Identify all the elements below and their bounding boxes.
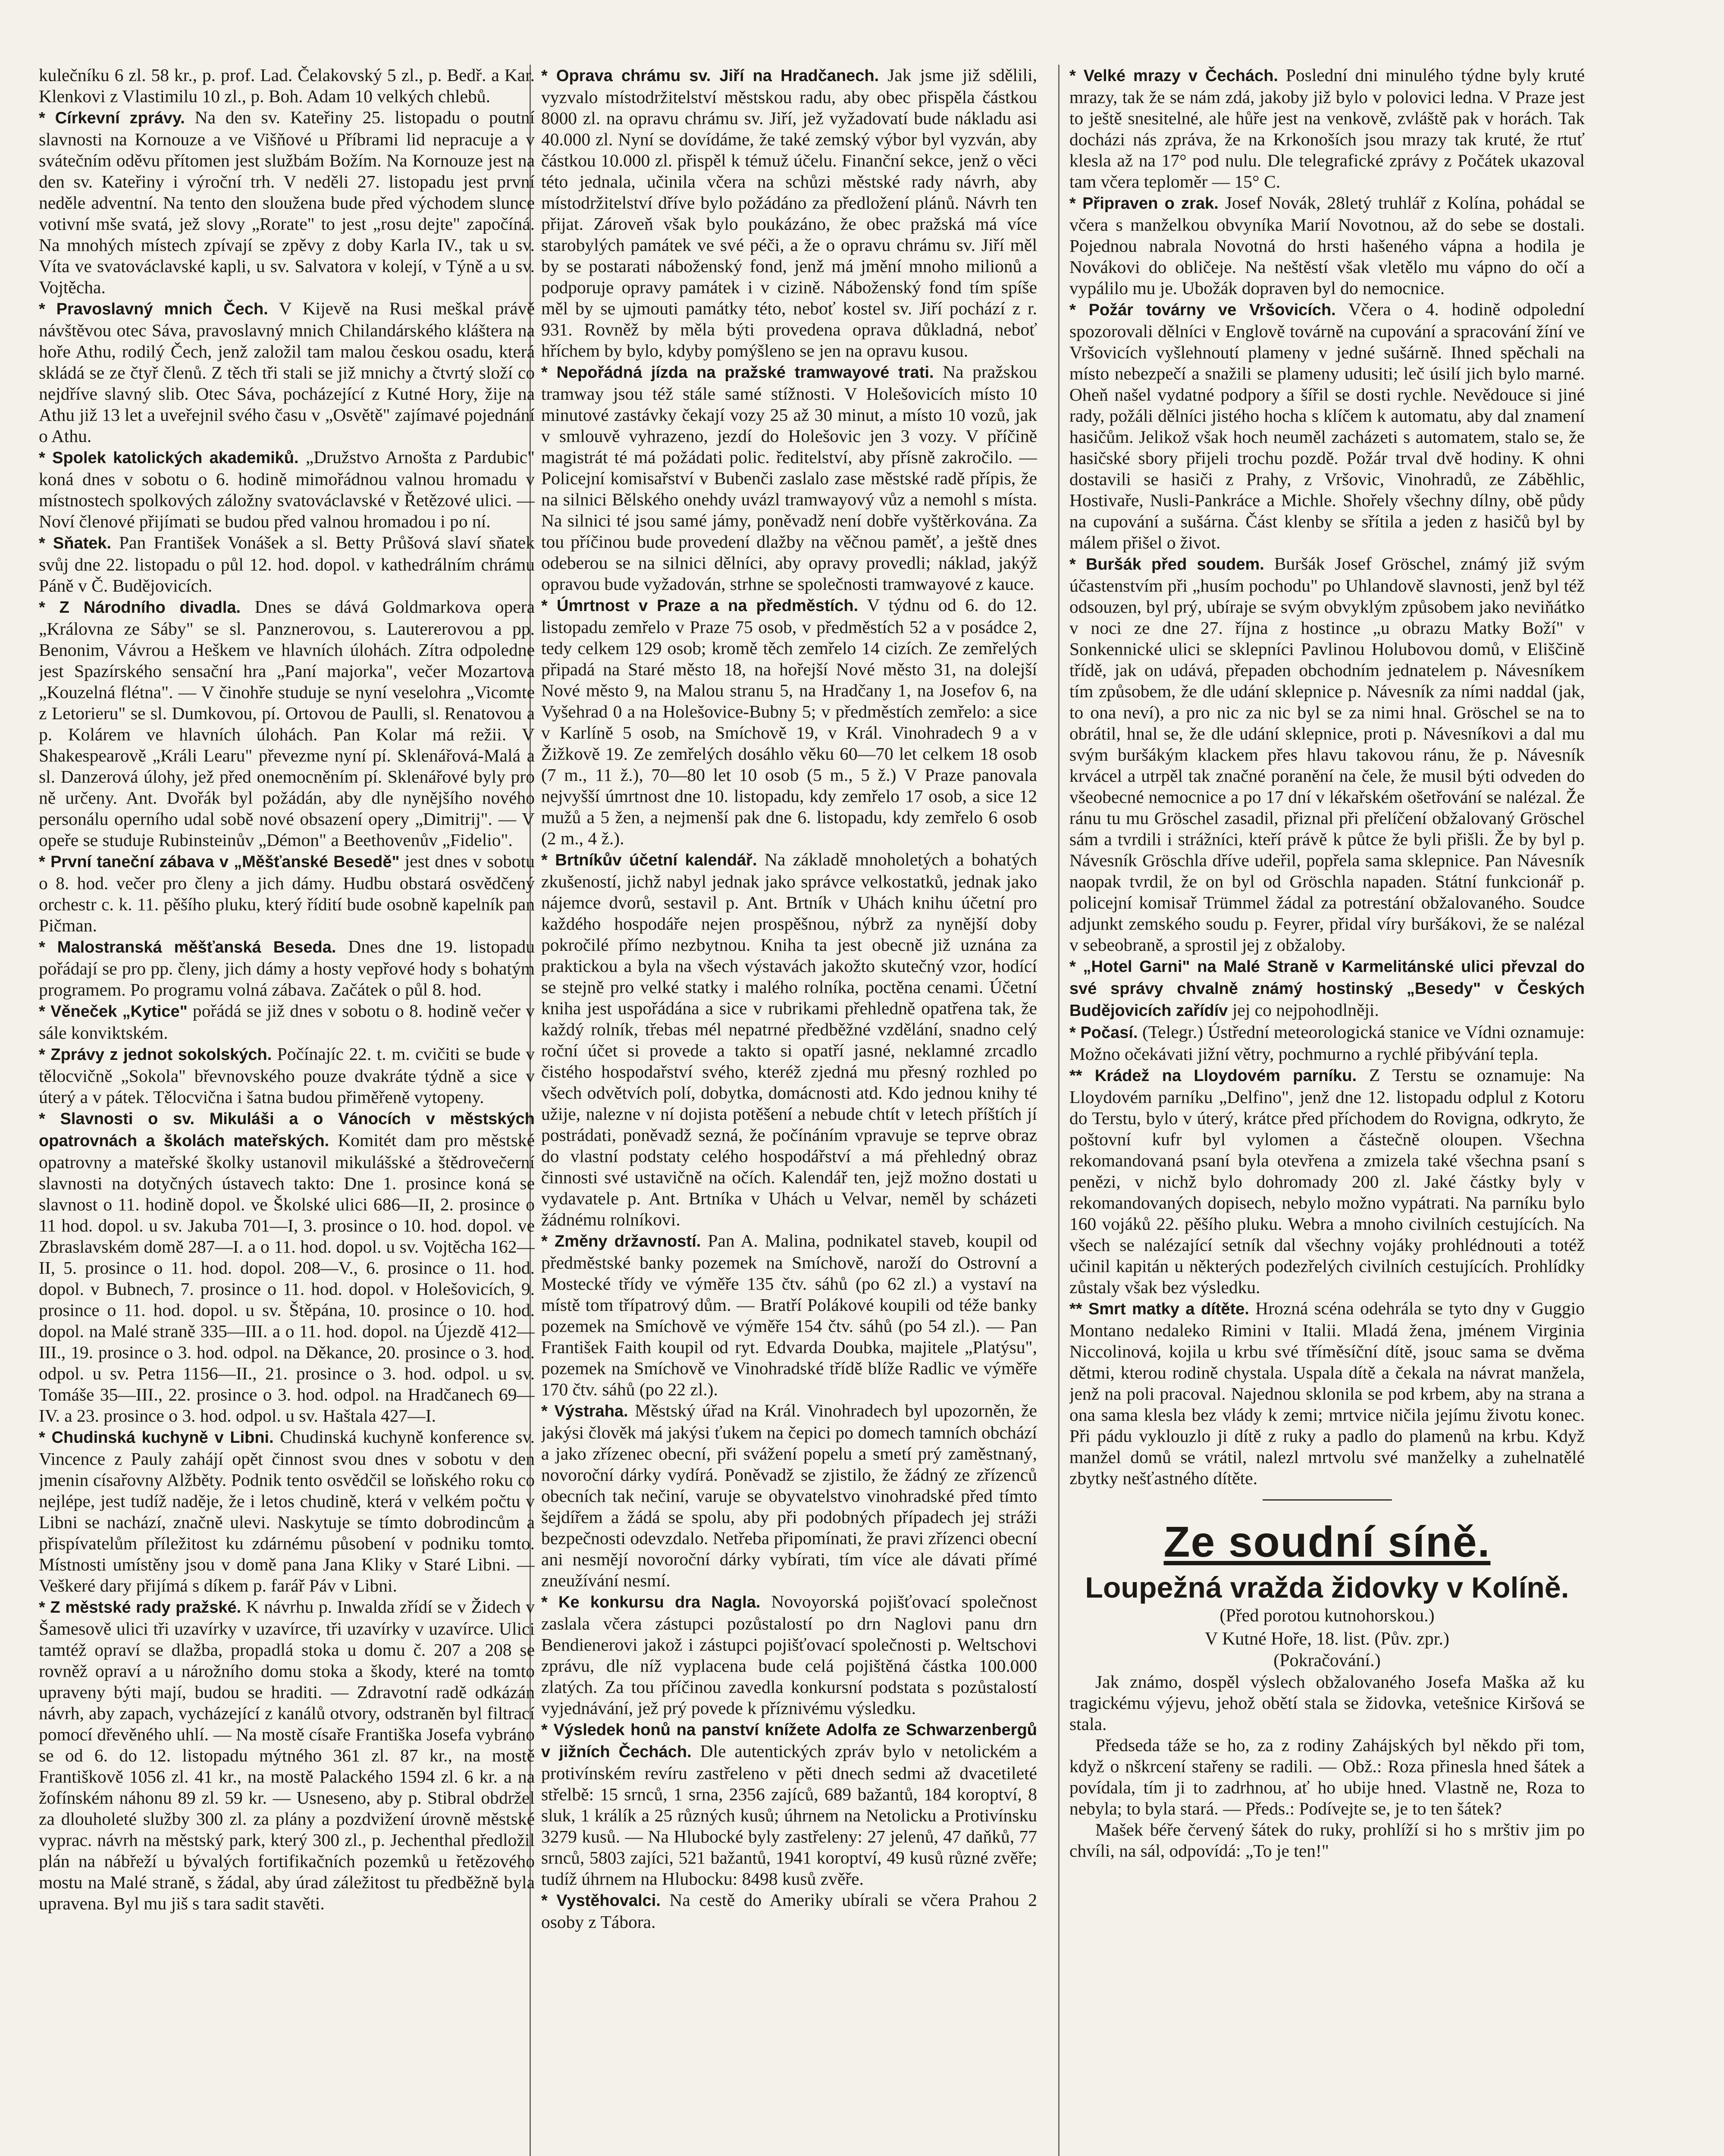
news-item [541,1400,1037,1591]
news-item [39,447,535,532]
news-item-text: kulečníku 6 zl. 58 kr., p. prof. Lad. Čelakovský 5 zl., p. Bedř. a Kar. Klenkovi z Vlastimilu 10 zl., p. Boh. Adam 10 velkých chlebů. [39,65,535,106]
news-item [39,936,535,1000]
news-item [39,1044,535,1108]
news-item-heading: * Slavnosti o sv. Mikuláši a o Vánocích v městských opatrovnách a školách mateřských. [39,1110,535,1150]
news-item-heading: * Ke konkursu dra Nagla. [541,1593,761,1611]
news-item-text: V Kijevě na Rusi meškal právě návštěvou otec Sáva, pravoslavný mnich Chilandárského kláštera na hoře Athu, rodilý Čech, jenž založil tam malou českou osadu, která skládá se ze čtyř členů. Z těch tři stali se již mnichy a čtvrtý složí co nejdříve slavný slib. Otec Sáva, pocházející z Kutné Hory, žije na Athu již 13 let a uveřejnil svého času v „Osvětě" zajímavé pojednání o Athu. [39,298,535,446]
news-item [39,1108,535,1426]
news-item-heading: * Věneček „Kytice" [39,1003,188,1021]
news-item-heading: * Zprávy z jednot sokolských. [39,1046,272,1064]
news-item-heading: * Oprava chrámu sv. Jiří na Hradčanech. [541,67,879,85]
news-item [1069,1022,1585,1065]
news-item-heading: * Brtníkův účetní kalendář. [541,851,757,869]
news-item [541,65,1037,361]
news-item [39,1596,535,1914]
news-item-text: pořádá se již dnes v sobotu o 8. hodině večer v sále konviktském. [39,1001,535,1043]
news-item [39,1000,535,1044]
news-item [541,361,1037,595]
court-paragraph: Předseda táže se ho, za z rodiny Zahájských byl někdo při tom, když o nškrcení stařeny se radili. — Obž.: Roza přinesla hned šátek a povídala, tím ji to zadrhnou, ať ho ubije hned. Vlastně ne, Roza to nebyla; to byla stará. — Předs.: Podívejte se, je to ten šátek? [1069,1735,1585,1818]
news-item-text: Dnes dne 19. listopadu pořádají se pro pp. členy, jich dámy a hosty vepřové hody s bohatým programem. Po programu volná zábava. Začátek o půl 8. hod. [39,937,535,1000]
news-item [39,65,535,107]
news-item-text: Na pražskou tramway jsou též stále samé stížnosti. V Holešovicích místo 10 minutové zastávky čekají vozy 25 až 30 minut, a místo 10 vozů, jak v smlouvě vyhrazeno, jezdí do Holešovic jen 3 vozy. V příčině magistrát té má požádati polic. ředitelství, aby přísně zakročilo. — Policejní komisařství v Bubenči zaslalo zase městské radě přípis, že na silnici Bělského onehdy uvázl tramwayový vůz a nemohl s místa. Na silnici té jsou samé jámy, poněvadž není dobře vyštěrkována. Za tou příčinou bude provedení dlažby na věčnou paměť, a ještě dnes odeberou se na silnici dělníci, aby opravy provedli; náklad, jakýž opravou bude vyžadován, strhne se společnosti tramwayové z kauce. [541,362,1037,594]
news-item-heading: * Malostranská měšťanská Beseda. [39,938,336,956]
news-item-text: jest dnes v sobotu o 8. hod. večer pro členy a jich dámy. Hudbu obstará osvědčený orchestr c. k. 11. pěšího pluku, který řídití bude osobně kapelník pan Pičman. [39,851,535,935]
section-title: Ze soudní síně. [1163,1518,1491,1566]
news-item-heading: * Chudinská kuchyně v Libni. [39,1429,274,1447]
news-item-text: jej co nejpohodlněji. [1232,1000,1379,1020]
news-item-text: Na základě mnoholetých a bohatých zkušeností, jichž nabyl jednak jako správce velkostatků, jednak jako nájemce dvorů, sestavil p. Ant. Brtník v Uhách knihu účetní pro každého hospodáře nejen prospěšnou, nýbrž za nynější doby pokročilé přímo nezbytnou. Kniha ta jest obecně již uznána za praktickou a byla na všech výstavách jakožto skutečný vzor, hodící se stejně pro velké statky i malého rolníka, poctěna cenami. Účetní kniha jest uspořádána a sice v rubrikami přehledně opatřena tak, že každý rolník, třebas mél nepatrné předběžné vzdělání, snadno celý roční účet si provede a takto si opatří jasné, neklamné zrcadlo čistého hospodařství svého, kteréž zjedná mu přesný rozhled po všech odvětvích polí, dobytka, domácnosti atd. Kdo jednou knihy té užije, nalezne v ní dojista potěšení a nebude chtít v letech příštích jí postrádati, poněvadž sezná, že počínáním vpravuje se teprve obraz do vlastní podstaty celého hospodářství a má přehledný obraz činnosti své ustavičně na očích. Kalendář ten, jejž možno dostati u vydavatele p. Ant. Brtníka v Uhách u Velvar, neměl by scházeti žádnému rolníkovi. [541,849,1037,1229]
news-item [39,532,535,596]
news-item [39,1426,535,1596]
news-item [1069,192,1585,299]
news-item-text: Josef Novák, 28letý truhlář z Kolína, pohádal se včera s manželkou obvyníka Marií Novotnou, až do sebe se dostali. Pojednou nabrala Novotná do hrsti hašeného vápna a hodila je Novákovi do obličeje. Na neštěstí však vletělo mu vápno do očí a vypálilo mu je. Ubožák dopraven byl do nemocnice. [1069,193,1585,298]
news-item-heading: * Výstraha. [541,1402,628,1420]
news-item-text: Pan František Vonášek a sl. Betty Průšová slaví sňatek svůj dne 22. listopadu o půl 12. hod. dopol. v kathedrálním chrámu Páně v Č. Budějovicích. [39,533,535,595]
column-right [1069,65,1585,2156]
news-item-text: Jak jsme již sdělili, vyzvalo místodržitelství městskou radu, aby obec přispěla částkou 8000 zl. na opravu chrámu sv. Jiří, jež vyžadovatí bude nákladu asi 40.000 zl. Nyní se dovídáme, že také zemský výbor byl vyzván, aby částkou 10.000 zl. přispěl k témuž účelu. Finanční sekce, jenž o věci této jednala, učinila včera na schůzi městské rady návrh, aby místodržitelství dříve bylo požádáno za předložení plánů. Návrh ten přijat. Zároveň však bylo poukázáno, že obec pražská má více starobylých památek ve své péči, a že o opravu chrámu sv. Jiří měl by se postarati náboženský fond, jenž má jmění mnoho milionů a podporuje opravy památek i v cizině. Náboženský fond tím spíše měl by se ujmouti památky této, neboť kostel sv. Jiří pochází z r. 931. Rovněž by měla býti provedena oprava důkladná, neboť hříchem by bylo, kdyby pomýšleno se jen na opravu kusou. [541,65,1037,360]
news-item-heading: * Úmrtnost v Praze a na předměstích. [541,597,859,615]
news-item-heading: * Vystěhovalci. [541,1892,661,1910]
news-item-text: Včera o 4. hodině odpolední spozorovali dělníci v Englově továrně na cupování a spracování žíní ve Vršovicích vyšlehnoutí plameny v jedné sušárně. Ihned spěchali na místo nebezpečí a snažili se plameny udusiti; leč úsilí jich bylo marné. Oheň našel vydatné podpory a šířil se dosti rychle. Nevědouce si jiné rady, požáli dělníci jistého hocha s klíčem k automatu, aby dal znamení hasičům. Jelikož však hoch neuměl zacházeti s automatem, stalo se, že hasičské sbory přijeli trochu pozdě. Požár trval dvě hodiny. K ohni dostavili se hasiči z Prahy, z Vršovic, Vinohradů, ze Záběhlic, Hostivaře, Nusli-Pankráce a Michle. Shořely všechny dílny, obě půdy na cupování a sušárna. Část klenby se sřítila a jeden z hasičů byl by málem přišel o život. [1069,299,1585,552]
news-item-heading: * „Hotel Garni" na Malé Straně v Karmelitánské ulici převzal do své správy chvalně známý hostinský „Besedy" v Českých Budějovicích zařídív [1069,958,1585,1020]
news-item-text: K návrhu p. Inwalda zřídí se v Židech v Šamesově ulici tři uzavírky v uzavírce, tři uzavírky v uzavírce. Ulici tamtéž opraví se dlažba, propadlá stoka u domu č. 207 a 208 se rovněž opraví a u nárožního domu stoka a škody, které na tomto upraveny býti mají, budou se hraditi. — Zdravotní radě odkázán návrh, aby zapach, vycházející z kanálů otvory, odstraněn byl filtrací pomocí dřevěného uhlí. — Na mostě císaře Františka Josefa vybráno se od 6. do 12. listopadu mýtného 361 zl. 87 kr., na mostě Františkově 1056 zl. 41 kr., na mostě Palackého 1594 zl. 6 kr. a na žofínském náhonu 89 zl. 59 kr. — Usneseno, aby p. Stibral obdržel za dlouholeté služby 300 zl. za plány a pozdvižení úrovně městské vyprac. návrh na městský park, který 300 zl., p. Jechenthal předložil plán na nábřeží u bývalých fortifikačních pozemků u řetězového mostu na Malé straně, s žádal, aby úrad záležitost tu předběžně byla upravena. Byl mu jiš s tara sadit stavěti. [39,1597,535,1913]
news-item [541,1890,1037,1933]
court-article-body [1069,1671,1585,1861]
right-articles [1069,65,1585,1489]
news-item-heading: * Sňatek. [39,534,112,552]
news-item [541,849,1037,1230]
dateline: V Kutné Hoře, 18. list. (Pův. zpr.) [1205,1629,1449,1649]
news-item-heading: * Z městské rady pražské. [39,1598,241,1617]
news-item-heading: ** Krádež na Lloydovém parníku. [1069,1067,1357,1085]
section-divider [1263,1499,1392,1501]
news-item-text: Z Terstu se oznamuje: Na Lloydovém parníku „Delfino", jenž dne 12. listopadu odplul z Kotoru do Terstu, bylo v úterý, krátce před příchodem do Rovigna, odkryto, že poštovní kufr byl vylomen a částečně oloupen. Všechna rekomandovaná psaní byla otevřena a zmizela také všechna psaní s penězi, v nichž bylo dohromady 200 zl. Jaké částky byly v rekomandovaných dopisech, nebylo možno vypátrati. Na parníku bylo 160 vojáků 22. pěšího pluku. Webra a mnoho civilních cestujících. Na všech se nalézající setník dal všechny vojáky prohlédnouti a totéž učinil kapitán u některých podezřelých civilních cestujících. Prohlídky zůstaly však bez výsledku. [1069,1065,1585,1297]
news-item-text: Novoyorská pojišťovací společnost zaslala včera zástupci pozůstalostí po drn Naglovi panu drn Bendienerovi jakož i zástupci pojišťovací společnosti p. Weltschovi zprávu, dle níž vyplacena bude celá pojištěná částka 100.000 zlatých. Za tou příčinou zavedla konkursní podstata s pozůstalostí vyjednávání, jež prý povede k příznivému výsledku. [541,1592,1037,1718]
news-item [1069,553,1585,956]
news-item-text: Pan A. Malina, podnikatel staveb, koupil od předměstské banky pozemek na Smíchově, naroží do Ostrovní a Mostecké třídy ve výměře 135 čtv. sáhů (po 62 zl.) a vystaví na místě tom třípatrový dům. — Bratří Polákové koupili od téže banky pozemek na Smíchově ve výměře 154 čtv. sáhů (po 54 zl.). — Pan František Faith koupil od ryt. Edvarda Doubka, majitele „Platýsu", pozemek na Smíchově ve Vinohradské třídě blíže Radlic ve výměře 170 čtv. sáhů (po 22 zl.). [541,1231,1037,1399]
news-item [1069,65,1585,192]
news-item [541,1591,1037,1719]
news-item [39,596,535,851]
news-item [1069,1298,1585,1489]
news-item-text: Počínajíc 22. t. m. cvičiti se bude v tělocvičně „Sokola" břevnovského pouze dvakráte týdně a sice v úterý a v pátek. Tělocvična i šatna budou přiměřeně vytopeny. [39,1044,535,1107]
news-item-text: Na cestě do Ameriky ubírali se včera Prahou 2 osoby z Tábora. [541,1890,1037,1932]
news-item-text: „Družstvo Arnošta z Pardubic" koná dnes v sobotu o 6. hodině mimořádnou valnou hromadu v místnostech spolkových záložny svatováclavské v Řetězové ulici. — Noví členové přijímati se budou před valnou hromadou i po ní. [39,447,535,531]
news-item-heading: * Spolek katolických akademiků. [39,449,299,467]
news-item [1069,299,1585,553]
news-item [541,595,1037,849]
news-item-text: V týdnu od 6. do 12. listopadu zemřelo v Praze 75 osob, v předměstích 52 a v posádce 2, tedy celkem 129 osob; kromě těch zemřelo 14 cizích. Ze zemřelých připadá na Staré město 18, na hořejší Nové město 31, na dolejší Nové město 9, na Malou stranu 5, na Hradčany 1, na Josefov 6, na Vyšehrad 0 a na Holešovice-Bubny 5; v předměstích zemřelo: a sice v Karlíně 5 osob, na Smíchově 19, v Král. Vinohradech 9 a v Žižkově 19. Ze zemřelých dosáhlo věku 60—70 let celkem 18 osob (7 m., 11 ž.), 70—80 let 10 osob (5 m., 5 ž.) V Praze panovala nejvyšší úmrtnost dne 10. listopadu, kdy zemřelo 17 osob, a sice 12 mužů a 5 žen, a nejmenší pak dne 6. listopadu, kdy zemřelo 6 osob (2 m., 4 ž.). [541,595,1037,848]
news-item-heading: * Nepořádná jízda na pražské tramwayové trati. [541,364,934,382]
news-item [39,107,535,298]
news-item-heading: * Pravoslavný mnich Čech. [39,300,268,318]
news-item-heading: * Počasí. [1069,1024,1138,1042]
news-item-heading: * Připraven o zrak. [1069,194,1219,213]
news-item-text: Městský úřad na Král. Vinohradech byl upozorněn, že jakýsi člověk má jakýsi ťukem na čepici po domech tamních obchází a jako zřízenec obecní, při svážení popelu a smetí prý zaměstnaný, novoroční dárky vydírá. Poněvadž se zjistilo, že žádný ze zřízenců obecních tak nečiní, varuje se obyvatelstvo vinohradské před tímto šejdířem a žádá se spolu, aby při podobných případech jej stráži bezpečnosti odevzdalo. Netřeba připomínati, že pravi zřízenci obecní ani nesmějí novoroční dárky vybírati, tím více ale dávati přímé zneužívání nesmí. [541,1401,1037,1590]
article-headline: Loupežná vražda židovky v Kolíně. [1085,1571,1569,1604]
news-item-heading: * Velké mrazy v Čechách. [1069,67,1278,85]
news-item [541,1719,1037,1890]
news-item-heading: * Výsledek honů na panství knížete Adolfa ze Schwarzenbergů v jižních Čechách. [541,1721,1037,1761]
column-middle [541,65,1037,2156]
news-item [1069,956,1585,1022]
news-item-heading: * Změny državností. [541,1232,701,1250]
court-paragraph: Mašek béře červený šátek do ruky, prohlíží si ho s mrštiv jim po chvíli, na sál, odpovídá: „To je ten!" [1069,1820,1585,1861]
news-item-text: (Telegr.) Ústřední meteorologická stanice ve Vídni oznamuje: Možno očekávati jižní větry, pochmurno a rychlé přibývání tepla. [1069,1022,1585,1064]
news-item-text: Dnes se dává Goldmarkova opera „Královna ze Sáby" se sl. Panznerovou, s. Lautererovou a pp. Benonim, Vávrou a Heškem ve hlavních úlohách. Zítra odpoledne jest Spazírského sensační hra „Paní majorka", večer Mozartova „Kouzelná flétna". — V činohře studuje se nyní veselohra „Vicomte z Letorieru" se sl. Dumkovou, pí. Ortovou de Paulli, sl. Renatovou a p. Kolárem ve hlavních úlohách. Pan Kolar má režii. V Shakespearově „Králi Learu" převezme nyní pí. Sklenářová-Malá a sl. Danzerová úlohy, jež před onemocněním pí. Sklenářové byly pro ně určeny. Ant. Dvořák byl požádán, aby dle nynějšího nového personálu operního udal sobě nové obsazení opery „Dimitrij". — V opeře se studuje Rubinsteinův „Démon" a Beethovenův „Fidelio". [39,597,535,850]
news-item-text: Dle autentických zpráv bylo v netolickém a protivínském revíru zastřeleno v pěti dnech sedmi až dvacetileté střelbě: 15 srnců, 1 srna, 2356 zajíců, 689 bažantů, 184 koroptví, 8 sluk, 1 králík a 25 různých kusů; úhrnem na Netolicku a Protivínsku 3279 kusů. — Na Hlubocké byly zastřeleny: 27 jelenů, 47 daňků, 77 srnců, 5803 zajíci, 521 bažantů, 1941 koroptví, 49 kusů různé zvěře; tudíž úhrnem na Hlubocku: 8498 kusů zvěře. [541,1741,1037,1889]
news-item-heading: ** Smrt matky a dítěte. [1069,1300,1249,1318]
news-item-text: Chudinská kuchyně konference sv. Vincence z Pauly zahájí opět činnost svou dnes v sobotu v den jmenin císařovny Alžběty. Podnik tento osvědčil se loňského roku co nejlépe, jest tudíž naděje, že i letos chudině, která v velkém počtu v Libni se nachází, značně ulevi. Naskytuje se tímto dobrodincům a přispívatelům příležitost ku zdárnému působení v podniku tomto. Místnosti umístěny jsou v domě pana Jana Kliky v Staré Libni. — Veškeré dary přijímá s díkem p. farář Páv v Libni. [39,1427,535,1595]
news-item-heading: * První taneční zábava v „Měšťanské Besedě" [39,853,400,871]
news-item-heading: * Buršák před soudem. [1069,555,1264,573]
news-item-text: Na den sv. Kateřiny 25. listopadu o poutní slavnosti na Kornouze a ve Višňové u Příbrami lid nepracuje a v svátečním oděvu přítomen jest službám Božím. Na Kornouze jest na den sv. Kateřiny i výroční trh. V neděli 27. listopadu jest první neděle adventní. Na tento den sloužena bude před východem slunce votivní mše svatá, jež slovy „Rorate" to jest „rosu dejte" započíná. Na mnohých místech zpívají se zpěvy z doby Karla IV., tak u sv. Víta ve svatováclavské kapli, u sv. Salvatora v kolejí, v Týně a u sv. Vojtěcha. [39,107,535,297]
continuation-note: (Pokračování.) [1273,1651,1381,1670]
news-item [541,1230,1037,1400]
court-note: (Před porotou kutnohorskou.) [1219,1606,1435,1626]
column-rule [1058,65,1059,2156]
news-item-text: Poslední dni minulého týdne byly kruté mrazy, tak že se nám zdá, jakoby již bylo v polovici ledna. V Praze jest to ještě snesitelné, ale hůře jest na venkově, zvláště pak v horách. Tak docházi nás zpráva, že na Krkonoších jsou mrazy tak kruté, že rtuť klesla až na 17° pod nulu. Dle telegrafické zprávy z Počátek ukazoval tam včera teploměr — 15° C. [1069,65,1585,191]
news-item-heading: * Z Národního divadla. [39,599,241,617]
news-item-heading: * Požár továrny ve Vršovicích. [1069,301,1336,319]
news-item-text: Buršák Josef Gröschel, známý již svým účastenstvím při „husím pochodu" po Uhlandově slavnosti, jenž byl též odsouzen, byl prý, ubíraje se svým obvyklým způsobem jako neviňátko v noci ze dne 27. října z hostince „u obrazu Matky Boží" v Sonkennické ulici se sklepníci Pavlinou Holubovou domů, v Eliščině třídě, jak on udává, přepaden obchodním jednatelem p. Návesníkem tím způsobem, že dle udání sklepnice p. Návesník za ními naddal (jak, to ona neví), a pro nic za nic byl se za nimi hnal. Gröschel se na to obrátil, hnal se, že dle udání sklepnice, proti p. Návesníkovi a dal mu svým buršákým klackem přes hlavu takovou ránu, že p. Návesník krvácel a utrpěl tak značné poranění na čele, že musil býti odveden do všeobecné nemocnice a po 17 dní v lékařském ošetřování se nalézal. Že ránu tu mu Gröschel zasadil, přiznal při přelíčení obžalovaný Gröschel sám a tvrdili i strážníci, kteří právě k půtce že byli přišli. Že by byl p. Návesník Gröschla dříve udeřil, popřela sama sklepnice. Pan Návesník naopak tvrdil, že on byl od Gröschla napaden. Státní funkcionář p. policejní komisař Trümmel žádal za potrestání obžalovaného. Soudce adjunkt zemského soudu p. Feyrer, přidal víry buršákovi, že se nalézal v sebeobraně, a sprostil jej z obžaloby. [1069,554,1585,955]
news-item-heading: * Církevní zprávy. [39,109,185,127]
court-paragraph: Jak známo, dospěl výslech obžalovaného Josefa Maška až ku tragickému výjevu, jehož obětí stala se židovka, vetešnice Kiršová se stala. [1069,1672,1585,1734]
news-item [39,298,535,447]
news-item-text: Komitét dam pro městské opatrovny a mateřské školky ustanovil mikulášské a štědrovečerní slavnosti na dotyčných ústavech takto: Dne 1. prosince koná se slavnost o 11. hodině dopol. ve Školské ulici 686—II, 2. prosince o 11 hod. dopol. u sv. Jakuba 701—I, 3. prosince o 10. hod. dopol. ve Zbraslavském domě 287—I. a o 11. hod. dopol. u sv. Vojtěcha 162—II, 5. prosince o 11. hod. dopol. 208—V., 6. prosince o 11. hod. dopol. v Bubnech, 7. prosince o 11. hod. dopol. v Holešovicích, 9. prosince o 11. hod. dopol. u sv. Štěpána, 10. prosince o 10. hod. dopol. na Malé straně 335—III. a o 11. hod. dopol. na Újezdě 412—III., 19. prosince o 3. hod. odpol. na Děkance, 20. prosince o 3. hod. odpol. u sv. Petra 1156—II., 21. prosince o 3. hod. odpol. u sv. Tomáše 35—III., 22. prosince o 3. hod. odpol. na Hradčanech 69—IV. a 23. prosince o 3. hod. odpol. u sv. Haštala 427—I. [39,1130,535,1426]
column-left [39,65,535,2156]
court-section-header [1069,1518,1585,1671]
news-item-text: Hrozná scéna odehrála se tyto dny v Guggio Montano nedaleko Rimini v Italii. Mladá žena, jménem Virginia Niccolinová, kojila u krbu své tříměsíční dítě, jsouc sama se dvěma dětmi, kterou rodině chystala. Uspala dítě a čekala na návrat manžela, jenž na poli pracoval. Najednou sklonila se pod krbem, aby na strana a ona sama klesla bez vlády k zemi; mrtvice ničila jejímu životu konec. Při pádu vyklouzlo ji dítě z ruky a padlo do plamenů na krbu. Když manžel domů se vrátil, nalezl mrtvolu své manželky a zuhelnatělé zbytky nešťastného dítěte. [1069,1298,1585,1488]
news-item [39,851,535,936]
news-item [1069,1065,1585,1298]
